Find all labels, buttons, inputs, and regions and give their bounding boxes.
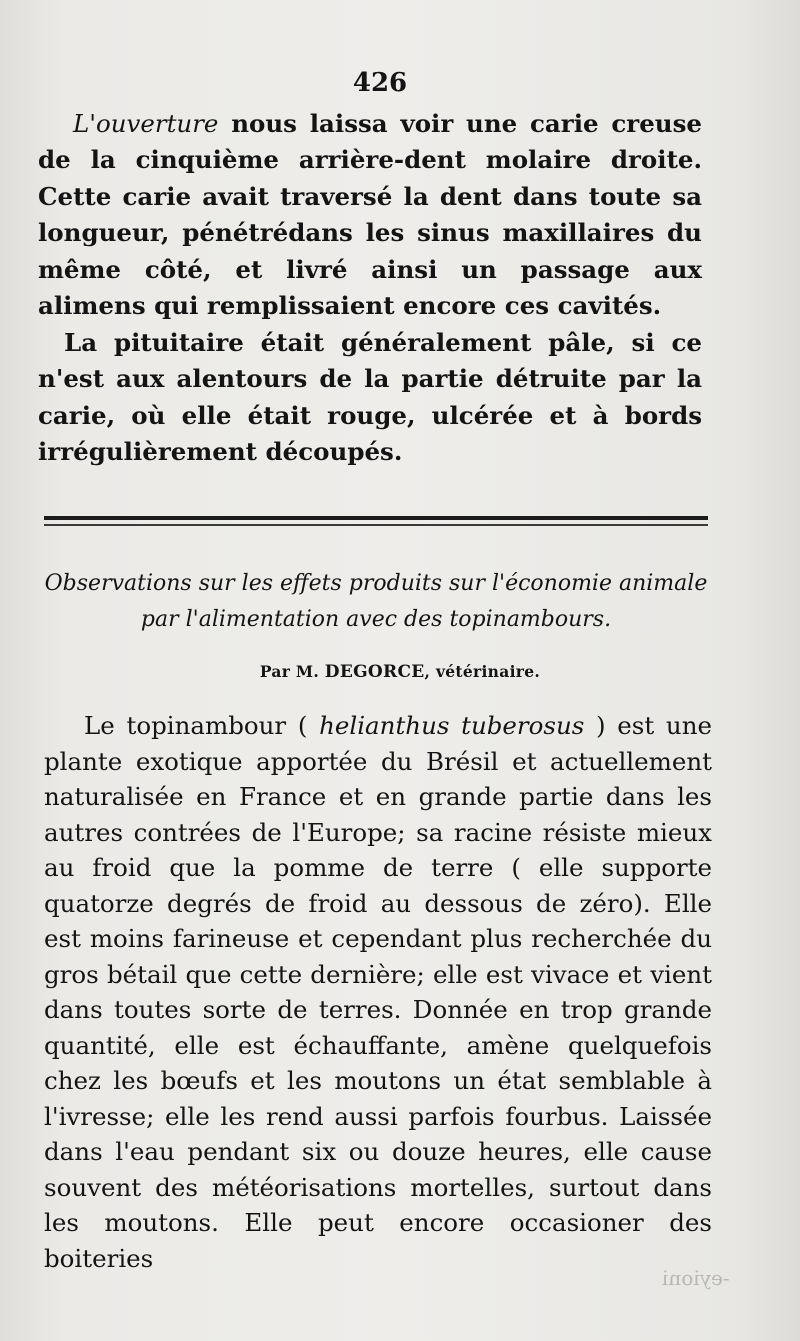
bleed-through-text: -eyioni (662, 1266, 730, 1290)
paragraph-text: nous laissa voir une carie creuse de la cinquième arrière-dent molaire droite. Cette carie avait traversé la dent dans toute sa longueur, pénétrédans les sinus maxillaires du même côté, et livré ainsi un passage aux alimens qui remplissaient encore ces cavités. (38, 109, 702, 321)
article-title: Observations sur les effets produits sur l'économie animale par l'alimentation avec des topinambours. (44, 571, 708, 632)
section-divider-thin (44, 524, 708, 526)
page-number: 426 (352, 68, 408, 98)
paragraph-ouverture (38, 106, 702, 324)
author-name: DEGORCE (324, 662, 425, 682)
byline-prefix: Par M. (259, 662, 320, 681)
paragraph-topinambour (44, 708, 712, 1276)
latin-name: helianthus tuberosus (319, 711, 585, 740)
italic-term: L'ouverture (73, 109, 219, 138)
section-divider-thick (44, 516, 708, 520)
byline-suffix: , vétérinaire. (424, 662, 541, 681)
paragraph-body: ) est une plante exotique apportée du Brésil et actuellement naturalisée en France et en grande partie dans les autres contrées de l'Europe; sa racine résiste mieux au froid que la pomme de terre ( elle supporte quatorze degrés de froid au dessous de zéro). Elle est moins farineuse et cependant plus recherchée du gros bétail que cette dernière; elle est vivace et vient dans toutes sorte de terres. Donnée en trop grande quantité, elle est échauffante, amène quelquefois chez les bœufs et les moutons un état semblable à l'ivresse; elle les rend aussi parfois fourbus. Laissée dans l'eau pendant six ou douze heures, elle cause souvent des météorisations mortelles, surtout dans les moutons. Elle peut encore occasioner des boiteries (44, 711, 712, 1273)
paragraph-pituitaire: La pituitaire était généralement pâle, si ce n'est aux alentours de la partie détruite par la carie, où elle était rouge, ulcérée et à bords irrégulièrement découpés. (38, 328, 702, 467)
author-byline (0, 662, 800, 682)
paragraph-start: Le topinambour ( (84, 711, 320, 740)
